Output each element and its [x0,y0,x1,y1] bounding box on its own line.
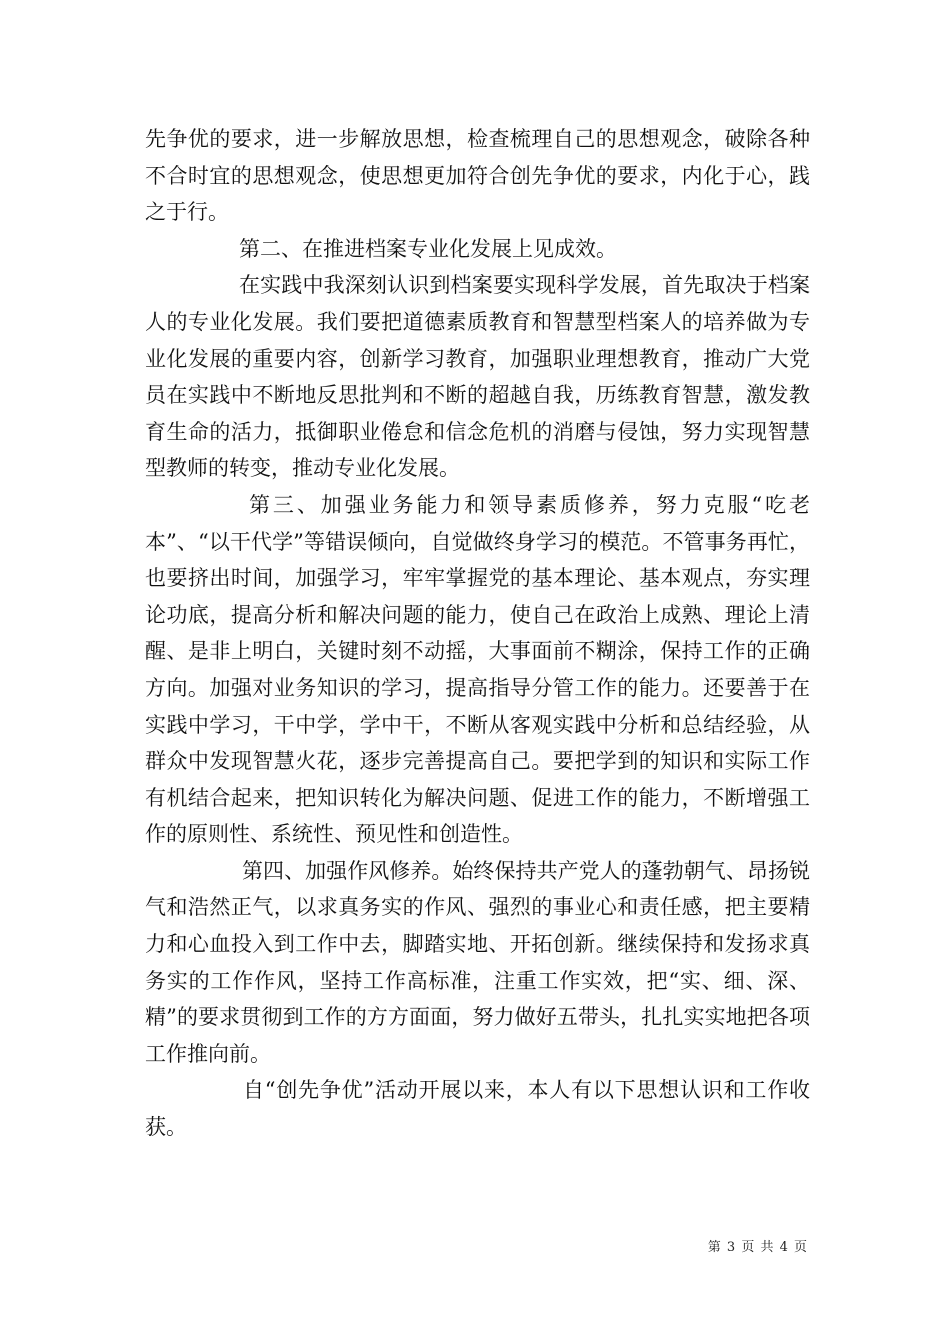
document-body [145,121,810,1146]
page-number-footer: 第 3 页 共 4 页 [707,1240,808,1255]
paragraph-fourth-style: 第四、加强作风修养。始终保持共产党人的蓬勃朝气、昂扬锐气和浩然正气，以求真务实的作风、强烈的事业心和责任感，把主要精力和心血投入到工作中去，脚踏实地、开拓创新。继续保持和发扬求真务实的工作作风，坚持工作高标准，注重工作实效，把“实、细、深、精”的要求贯彻到工作的方方面面，努力做好五带头，扎扎实实地把各项工作推向前。 [145,858,810,1066]
paragraph-heading-second: 第二、在推进档案专业化发展上见成效。 [239,236,617,261]
paragraph-archive-professional: 在实践中我深刻认识到档案要实现科学发展，首先取决于档案人的专业化发展。我们要把道德素质教育和智慧型档案人的培养做为专业化发展的重要内容，创新学习教育，加强职业理想教育，推动广大党员在实践中不断地反思批判和不断的超越自我，历练教育智慧，激发教育生命的活力，抵御职业倦怠和信念危机的消磨与侵蚀，努力实现智慧型教师的转变，推动专业化发展。 [145,273,810,481]
paragraph-summary: 自“创先争优”活动开展以来，本人有以下思想认识和工作收获。 [145,1078,810,1140]
paragraph-third-study: 第三、加强业务能力和领导素质修养，努力克服“吃老本”、“以干代学”等错误倾向，自觉做终身学习的模范。不管事务再忙，也要挤出时间，加强学习，牢牢掌握党的基本理论、基本观点，夯实理论功底，提高分析和解决问题的能力，使自己在政治上成熟、理论上清醒、是非上明白，关键时刻不动摇，大事面前不糊涂，保持工作的正确方向。加强对业务知识的学习，提高指导分管工作的能力。还要善于在实践中学习，干中学，学中干，不断从客观实践中分析和总结经验，从群众中发现智慧火花，逐步完善提高自己。要把学到的知识和实际工作有机结合起来，把知识转化为解决问题、促进工作的能力，不断增强工作的原则性、系统性、预见性和创造性。 [145,492,810,847]
paragraph-continuation: 先争优的要求，进一步解放思想，检查梳理自己的思想观念，破除各种不合时宜的思想观念，使思想更加符合创先争优的要求，内化于心，践之于行。 [145,127,810,225]
